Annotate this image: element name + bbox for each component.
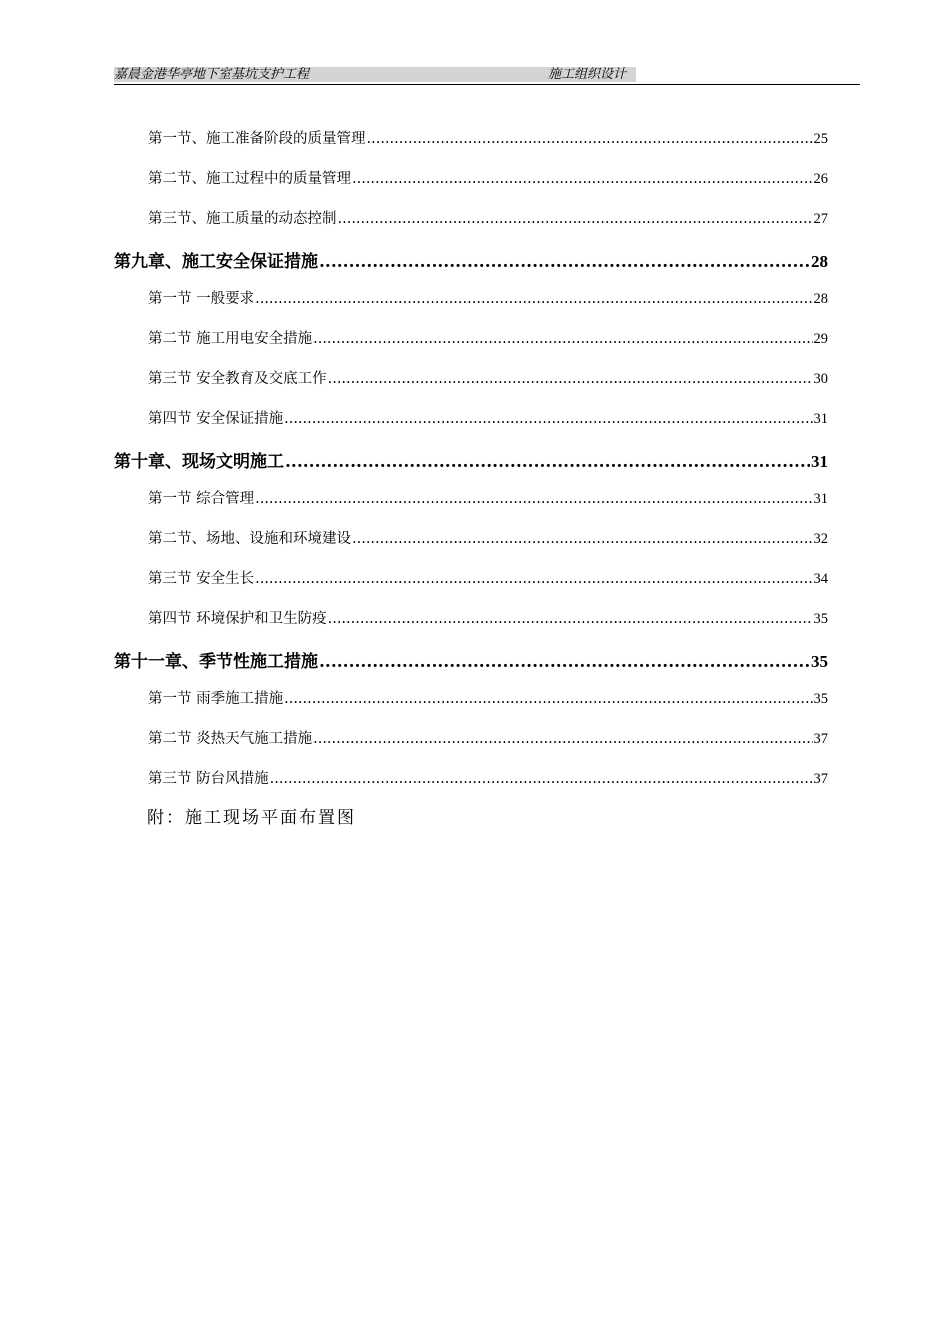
toc-entry[interactable] [114, 317, 828, 357]
toc-entry-title: 第三节、施工质量的动态控制 [148, 211, 337, 227]
toc-entry[interactable] [114, 517, 828, 557]
toc-entry[interactable] [114, 117, 828, 157]
toc-entry-title: 第二节 炎热天气施工措施 [148, 731, 313, 747]
toc-entry-title: 第二节、施工过程中的质量管理 [148, 171, 351, 187]
toc-entry[interactable] [114, 437, 828, 477]
toc-entry-title: 第一节、施工准备阶段的质量管理 [148, 131, 366, 147]
toc-dot-leader [284, 411, 812, 427]
toc-dot-leader [352, 531, 813, 547]
toc-dot-leader [352, 171, 813, 187]
table-of-contents [114, 117, 828, 797]
toc-dot-leader [319, 252, 810, 272]
toc-entry[interactable] [114, 637, 828, 677]
toc-entry-title: 第一节 一般要求 [148, 291, 255, 307]
toc-entry[interactable] [114, 357, 828, 397]
toc-entry[interactable] [114, 757, 828, 797]
toc-dot-leader [338, 211, 813, 227]
page-header [114, 66, 860, 85]
toc-entry-title: 第三节 防台风措施 [148, 771, 269, 787]
toc-entry[interactable] [114, 557, 828, 597]
toc-entry[interactable] [114, 157, 828, 197]
appendix-note: 附：施工现场平面布置图 [147, 808, 356, 828]
toc-entry-page: 31 [811, 452, 828, 471]
toc-entry[interactable] [114, 477, 828, 517]
toc-entry[interactable] [114, 717, 828, 757]
toc-entry-title: 第一节 雨季施工措施 [148, 691, 284, 707]
toc-entry-page: 30 [813, 371, 828, 387]
toc-dot-leader [270, 771, 813, 787]
toc-entry-page: 31 [813, 491, 828, 507]
toc-dot-leader [319, 652, 810, 672]
toc-entry-title: 第一节 综合管理 [148, 491, 255, 507]
toc-entry-title: 第九章、施工安全保证措施 [114, 252, 318, 272]
toc-entry[interactable] [114, 237, 828, 277]
toc-dot-leader [313, 331, 812, 347]
toc-entry-title: 第四节 安全保证措施 [148, 411, 284, 427]
toc-entry-title: 第三节 安全生长 [148, 571, 255, 587]
toc-entry-page: 35 [813, 611, 828, 627]
toc-entry-page: 27 [813, 211, 828, 227]
toc-dot-leader [367, 131, 813, 147]
toc-dot-leader [255, 491, 812, 507]
toc-entry[interactable] [114, 397, 828, 437]
toc-entry-title: 第四节 环境保护和卫生防疫 [148, 611, 327, 627]
toc-dot-leader [328, 611, 813, 627]
toc-entry-page: 35 [811, 652, 828, 671]
toc-entry-page: 29 [813, 331, 828, 347]
toc-entry[interactable] [114, 277, 828, 317]
toc-entry-page: 26 [813, 171, 828, 187]
header-document-type: 施工组织设计 [548, 67, 627, 82]
toc-entry-page: 37 [813, 731, 828, 747]
toc-dot-leader [328, 371, 813, 387]
toc-entry-page: 28 [813, 291, 828, 307]
toc-entry-title: 第二节 施工用电安全措施 [148, 331, 313, 347]
toc-dot-leader [313, 731, 812, 747]
toc-entry-page: 34 [813, 571, 828, 587]
toc-dot-leader [255, 571, 812, 587]
header-project-title: 嘉晨金港华亭地下室基坑支护工程 [114, 67, 310, 82]
toc-entry-page: 25 [813, 131, 828, 147]
toc-entry-page: 28 [811, 252, 828, 271]
toc-entry-title: 第十一章、季节性施工措施 [114, 652, 318, 672]
toc-entry-page: 32 [813, 531, 828, 547]
toc-entry[interactable] [114, 197, 828, 237]
toc-entry-title: 第三节 安全教育及交底工作 [148, 371, 327, 387]
toc-entry-page: 37 [813, 771, 828, 787]
toc-entry[interactable] [114, 677, 828, 717]
toc-entry-title: 第十章、现场文明施工 [114, 452, 284, 472]
toc-entry[interactable] [114, 597, 828, 637]
toc-dot-leader [255, 291, 812, 307]
toc-entry-page: 35 [813, 691, 828, 707]
toc-entry-page: 31 [813, 411, 828, 427]
toc-dot-leader [285, 452, 810, 472]
toc-dot-leader [284, 691, 812, 707]
toc-entry-title: 第二节、场地、设施和环境建设 [148, 531, 351, 547]
